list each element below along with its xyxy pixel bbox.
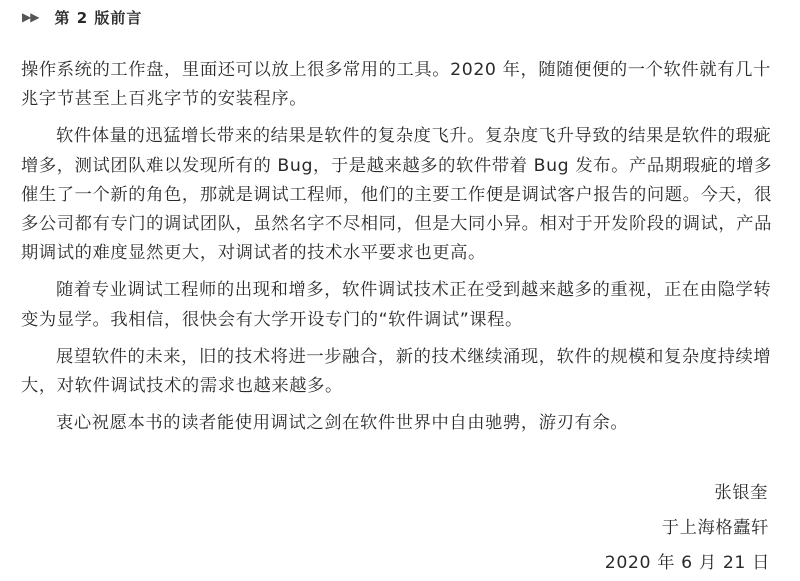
page-header bbox=[22, 6, 142, 28]
paragraph: 软件体量的迅猛增长带来的结果是软件的复杂度飞升。复杂度飞升导致的结果是软件的瑕疵增多，测试团队难以发现所有的 Bug，于是越来越多的软件带着 Bug 发布。产品期瑕疵的增多催生了一个新的角色，那就是调试工程师，他们的主要工作便是调试客户报告的问题。今天，很多公司都有专门的调试团队，虽然名字不尽相同，但是大同小异。相对于开发阶段的调试，产品期调试的难度显然更大，对调试者的技术水平要求也更高。 bbox=[21, 126, 773, 264]
author-name: 张银奎 bbox=[714, 483, 768, 503]
paragraph-continued: 操作系统的工作盘，里面还可以放上很多常用的工具。2020 年，随随便便的一个软件就有几十兆字节甚至上百兆字节的安装程序。 bbox=[21, 60, 771, 110]
double-arrow-icon: ▶▶ bbox=[22, 10, 39, 24]
chapter-title: 第 2 版前言 bbox=[54, 8, 143, 27]
signature-place: 于上海格蠹轩 bbox=[661, 518, 769, 538]
paragraph: 随着专业调试工程师的出现和增多，软件调试技术正在受到越来越多的重视，正在由隐学转变为显学。我相信，很快会有大学开设专门的“软件调试”课程。 bbox=[21, 280, 772, 330]
paragraph: 展望软件的未来，旧的技术将进一步融合，新的技术继续涌现，软件的规模和复杂度持续增大，对软件调试技术的需求也越来越多。 bbox=[21, 346, 772, 397]
preface-body bbox=[21, 56, 781, 446]
signature-date: 2020 年 6 月 21 日 bbox=[604, 553, 770, 573]
paragraph: 衷心祝愿本书的读者能使用调试之剑在软件世界中自由驰骋，游刃有余。 bbox=[56, 413, 629, 434]
